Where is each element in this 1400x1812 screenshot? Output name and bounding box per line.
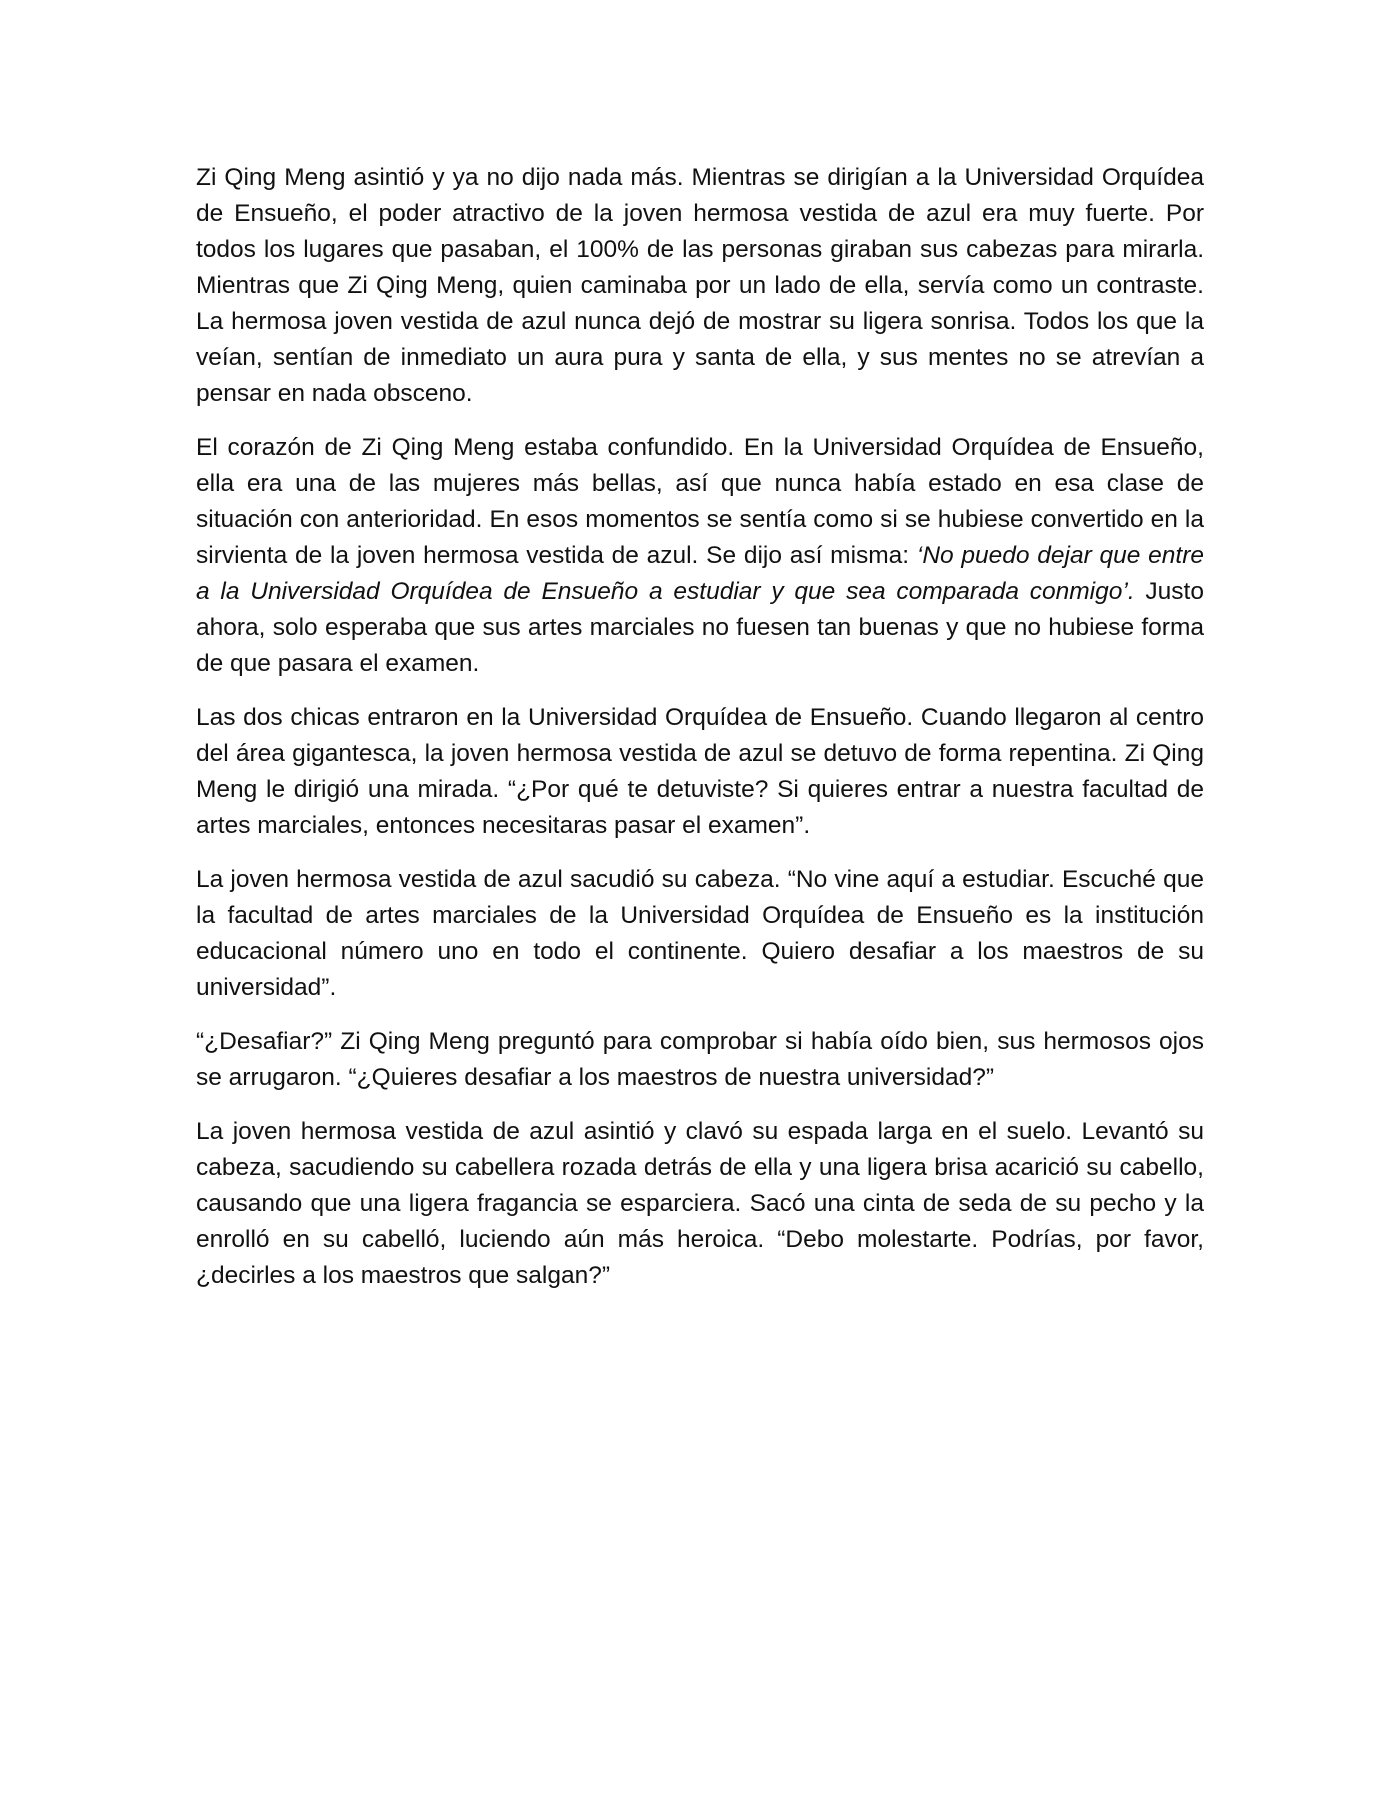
paragraph-2 [196, 430, 1204, 682]
paragraph-1: Zi Qing Meng asintió y ya no dijo nada más. Mientras se dirigían a la Universidad Orquídea de Ensueño, el poder atractivo de la joven hermosa vestida de azul era muy fuerte. Por todos los lugares que pasaban, el 100% de las personas giraban sus cabezas para mirarla. Mientras que Zi Qing Meng, quien caminaba por un lado de ella, servía como un contraste. La hermosa joven vestida de azul nunca dejó de mostrar su ligera sonrisa. Todos los que la veían, sentían de inmediato un aura pura y santa de ella, y sus mentes no se atrevían a pensar en nada obsceno. [196, 164, 1204, 407]
paragraph-3: Las dos chicas entraron en la Universidad Orquídea de Ensueño. Cuando llegaron al centro del área gigantesca, la joven hermosa vestida de azul se detuvo de forma repentina. Zi Qing Meng le dirigió una mirada. “¿Por qué te detuviste? Si quieres entrar a nuestra facultad de artes marciales, entonces necesitaras pasar el examen”. [196, 704, 1204, 839]
paragraph-6: La joven hermosa vestida de azul asintió y clavó su espada larga en el suelo. Levantó su cabeza, sacudiendo su cabellera rozada detrás de ella y una ligera brisa acarició su cabello, causando que una ligera fragancia se esparciera. Sacó una cinta de seda de su pecho y la enrolló en su cabelló, luciendo aún más heroica. “Debo molestarte. Podrías, por favor, ¿decirles a los maestros que salgan?” [196, 1118, 1204, 1289]
document-body [196, 160, 1204, 1312]
paragraph-2-end: Justo ahora, solo esperaba que sus artes marciales no fuesen tan buenas y que no hubiese forma de que pasara el examen. [196, 578, 1204, 677]
paragraph-2-start: El corazón de Zi Qing Meng estaba confundido. En la Universidad Orquídea de Ensueño, ella era una de las mujeres más bellas, así que nunca había estado en esa clase de situación con anterioridad. En esos momentos se sentía como si se hubiese convertido en la sirvienta de la joven hermosa vestida de azul. Se dijo así misma: [196, 434, 1204, 569]
paragraph-2-italic-thought: ‘No puedo dejar que entre a la Universidad Orquídea de Ensueño a estudiar y que sea comparada conmigo’. [196, 542, 1204, 605]
paragraph-5: “¿Desafiar?” Zi Qing Meng preguntó para comprobar si había oído bien, sus hermosos ojos se arrugaron. “¿Quieres desafiar a los maestros de nuestra universidad?” [196, 1028, 1204, 1091]
paragraph-4: La joven hermosa vestida de azul sacudió su cabeza. “No vine aquí a estudiar. Escuché que la facultad de artes marciales de la Universidad Orquídea de Ensueño es la institución educacional número uno en todo el continente. Quiero desafiar a los maestros de su universidad”. [196, 866, 1204, 1001]
